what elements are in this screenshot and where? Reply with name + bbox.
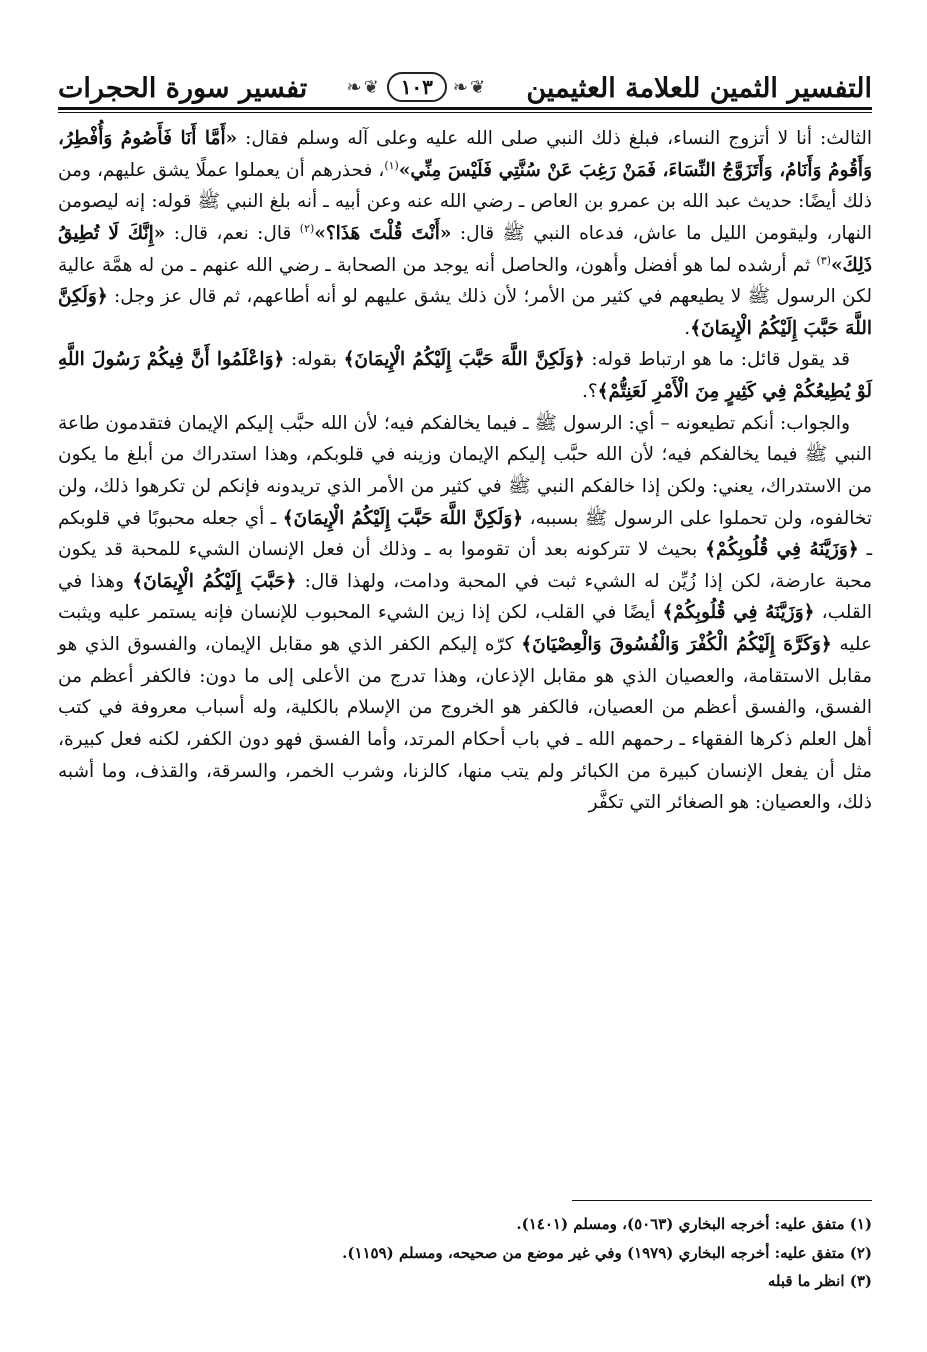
paragraph-p1: [58, 123, 872, 344]
text-run: وهذا في القلب،: [58, 570, 872, 624]
text-run: والجواب: أنكم تطيعونه – أي: الرسول ﷺ ـ فيما يخالفكم فيه؛ لأن الله حبَّب إليكم الإيمان فتقدمون طاعة النبي ﷺ فيما يخالفكم فيه؛ لأن الله حبَّب إليكم الإيمان وزينه في قلوبكم، وهذا استدراك من أبلغ ما يكون من الاستدراك، يعني: ولكن إذا خالفكم النبي ﷺ في كثير من الأمر الذي تريدونه فإنكم لن تكرهوا ذلك، ولن تخالفوه، ولن تحملوا على الرسول ﷺ بسببه،: [58, 412, 872, 529]
text-run: ، فحذرهم أن يعملوا عملًا يشق عليهم، ومن ذلك أيضًا: حديث عبد الله بن عمرو بن العاص ـ رضي الله عنه وعن أبيه ـ أنه بلغ النبي ﷺ قوله: إنه ليصومن النهار، وليقومن الليل ما عاش، فدعاه النبي ﷺ قال:: [58, 159, 872, 244]
book-title: التفسير الثمين للعلامة العثيمين: [526, 73, 872, 104]
footnote-3: (٣) انظر ما قبله: [767, 1272, 872, 1290]
text-run: بقوله:: [284, 349, 344, 371]
text-run: ـ أي جعله محبوبًا في قلوبكم ـ: [58, 507, 872, 561]
footnotes: [58, 1210, 872, 1296]
text-run: .: [684, 317, 691, 339]
footnote-separator: [572, 1200, 872, 1201]
quoted-text: ﴿وَكَرَّهَ إِلَيْكُمُ الْكُفْرَ وَالْفُسُوقَ وَالْعِصْيَانَ﴾: [521, 634, 832, 655]
text-run: الثالث: أنا لا أتزوج النساء، فبلغ ذلك النبي صلى الله عليه وعلى آله وسلم فقال:: [237, 128, 872, 149]
running-header: [58, 50, 872, 102]
text-run: كرّه إليكم الكفر الذي هو مقابل الإيمان، والفسوق الذي هو مقابل الاستقامة، والعصيان الذي هو مقابل الإذعان، وهذا تدرج من الأعلى إلى ما دون: فالكفر أعظم من الفسق، والفسق أعظم من العصيان، فالكفر هو الخروج من الإسلام بالكلية، وله أسباب معروفة في كتب أهل العلم ذكرها الفقهاء ـ رحمهم الله ـ في باب أحكام المرتد، وأما الفسق فهو دون الكفر، لكنه فعل كبيرة، مثل أن يفعل الإنسان كبيرة من الكبائر ولم يتب منها، كالزنا، وشرب الخمر، والسرقة، والقذف، وما أشبه ذلك، والعصيان: هو الصغائر التي تكفَّر: [58, 634, 872, 814]
main-text: [58, 123, 872, 819]
page-number: ١٠٣: [387, 72, 447, 102]
footnote-1: (١) متفق عليه: أخرجه البخاري (٥٠٦٣)، ومسلم (١٤٠١).: [516, 1215, 872, 1233]
quoted-text: ﴿وَاعْلَمُوا أَنَّ فِيكُمْ رَسُولَ اللَّهِ لَوْ يُطِيعُكُمْ فِي كَثِيرٍ مِنَ الْأَمْرِ لَعَنِتُّمْ﴾: [58, 349, 872, 402]
text-run: أيضًا في القلب، لكن إذا زين الشيء المحبوب للإنسان فإنه يستمر عليه ويثبت عليه: [58, 602, 872, 655]
text-run: قال: نعم، قال:: [165, 222, 300, 244]
book-page: [58, 50, 872, 1320]
ornament-icon: ❦❧: [346, 76, 381, 98]
text-run: ؟.: [581, 381, 598, 402]
footnote-ref: (٢): [299, 221, 315, 235]
ornament-icon: ❦❧: [452, 76, 488, 98]
paragraph-p3: [58, 408, 872, 819]
quoted-text: ﴿وَزَيَّنَهُ فِي قُلُوبِكُمْ﴾: [705, 539, 859, 561]
quoted-text: ﴿وَلَكِنَّ اللَّهَ حَبَّبَ إِلَيْكُمُ الْإِيمَانَ﴾: [343, 349, 585, 371]
quoted-text: ﴿وَلَكِنَّ اللَّهَ حَبَّبَ إِلَيْكُمُ الْإِيمَانَ﴾: [58, 286, 872, 339]
text-run: بحيث لا تتركونه بعد أن تقوموا به ـ وذلك أن فعل الإنسان الشيء للمحبة قد يكون محبة عارضة، لكن إذا زُيِّن له الشيء ثبت في المحبة ودامت، ولهذا قال:: [58, 539, 872, 592]
paragraph-p2: [58, 344, 872, 407]
quoted-text: ﴿وَزَيَّنَهُ فِي قُلُوبِكُمْ﴾: [662, 602, 815, 624]
quoted-text: ﴿وَلَكِنَّ اللَّهَ حَبَّبَ إِلَيْكُمُ الْإِيمَانَ﴾: [282, 507, 524, 529]
quoted-text: ﴿حَبَّبَ إِلَيْكُمُ الْإِيمَانَ﴾: [132, 570, 297, 592]
page-number-frame: [347, 72, 488, 102]
footnote-ref: (٣): [816, 253, 831, 267]
header-rule: [58, 107, 872, 113]
quoted-text: «أَنْتَ قُلْتَ هَذَا؟»: [314, 222, 452, 244]
quoted-text: «إِنَّكَ لَا تُطِيقُ ذَلِكَ»: [58, 222, 872, 276]
footnote-2: (٢) متفق عليه: أخرجه البخاري (١٩٧٩) وفي غير موضع من صحيحه، ومسلم (١١٥٩).: [342, 1243, 872, 1262]
text-run: قد يقول قائل: ما هو ارتباط قوله:: [584, 349, 851, 371]
surah-title: تفسير سورة الحجرات: [58, 73, 308, 104]
quoted-text: «أَمَّا أَنَا فَأَصُومُ وَأُفْطِرُ، وَأَقُومُ وَأَنَامُ، وَأَتَزَوَّجُ النِّسَاءَ، فَمَنْ رَغِبَ عَنْ سُنَّتِي فَلَيْسَ مِنِّي»: [58, 128, 872, 181]
footnote-ref: (١): [384, 158, 399, 172]
text-run: ثم أرشده لما هو أفضل وأهون، والحاصل أنه يوجد من الصحابة ـ رضي الله عنهم ـ من له همَّة عالية لكن الرسول ﷺ لا يطيعهم في كثير من الأمر؛ لأن ذلك يشق عليهم لو أنه أطاعهم، ثم قال عز وجل:: [58, 254, 872, 308]
